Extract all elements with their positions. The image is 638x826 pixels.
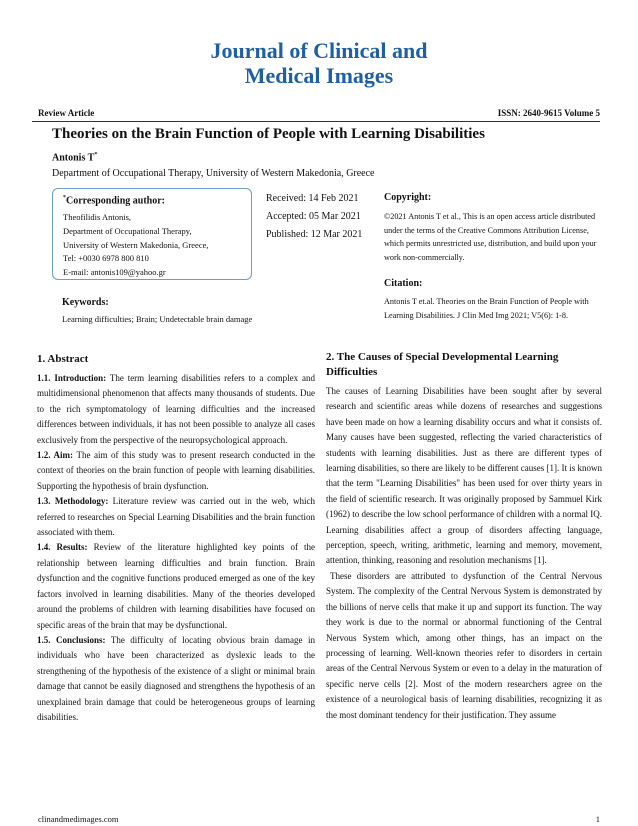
author-name: Antonis T xyxy=(52,152,95,164)
corresponding-heading-text: Corresponding author: xyxy=(66,195,165,207)
corresponding-phone: Tel: +0030 6978 800 810 xyxy=(63,253,149,264)
issn-volume: ISSN: 2640-9615 Volume 5 xyxy=(497,108,600,118)
header-divider xyxy=(32,121,600,122)
conclusions-label: 1.5. Conclusions: xyxy=(37,634,106,645)
methodology-text: Literature review was carried out in the web, which referred to researches on Special Learning Disabilities and the brain function associated with them. xyxy=(37,496,315,538)
author-mark: * xyxy=(94,152,98,158)
results-text: Review of the literature highlighted key points of the relationship between learning difficulties and brain function. Brain dysfunction and the cognitive functions produced emerged as one of the key factors involved in learning disabilities. Many of the theories developed around the problems of children with learning disabilities have focused on specific areas of the brain that may be dysfunctional. xyxy=(37,542,316,630)
introduction-label: 1.1. Introduction: xyxy=(37,373,107,383)
received-date: Received: 14 Feb 2021 xyxy=(266,193,359,204)
abstract-introduction xyxy=(37,371,315,448)
article-dates xyxy=(266,190,362,244)
abstract-heading: 1. Abstract xyxy=(37,353,89,365)
conclusions-text: The difficulty of locating obvious brain damage in individuals who have been characterized as dyslexic leads to the strengthening of the hypothesis of the existence of a slight or minimal brain damage that cannot be easily diagnosed and strengthens the hypothesis of an unexplained brain damage that could be heterogeneous groups of learning disabilities. xyxy=(37,634,315,722)
abstract-results xyxy=(37,540,315,632)
footer-site[interactable]: clinandmedimages.com xyxy=(38,814,119,824)
aim-text: The aim of this study was to present research conducted in the context of theories on the brain function of people with learning disabilities. Supporting the hypothesis of brain dysfunction. xyxy=(37,450,315,491)
abstract-aim xyxy=(37,448,315,494)
corresponding-mark: * xyxy=(63,195,66,201)
published-date: Published: 12 Mar 2021 xyxy=(266,229,363,240)
section2-paragraph-1: The causes of Learning Disabilities have been sought after by several research and scientific areas while dozens of researches and suggestions have been made on how a learning disability occurs and what it consists of. Many causes have been suggested, reflecting the varied characteristics of students with learning disabilities. Just as there are different types of learning disabilities, so there are likely to be different causes [1]. It is known that the term "Learning Disabilities" has been used for over thirty years in the field of scientific research. It was originally proposed by Sammuel Kirk (1962) to describe the low school performance of children with a normal IQ. Learning disabilities affect a group of disorders affecting language, perception, speech, writing, arithmetic, learning and memory, movement, attention, thinking, reasoning and resolution mechanisms [1]. xyxy=(326,386,603,566)
corresponding-author-details xyxy=(63,211,209,280)
corresponding-dept: Department of Occupational Therapy, xyxy=(63,225,192,236)
corresponding-name: Theofilidis Antonis, xyxy=(63,212,131,222)
corresponding-author-heading xyxy=(63,195,165,206)
author xyxy=(52,152,97,163)
keywords-heading: Keywords: xyxy=(62,297,109,308)
abstract-column xyxy=(37,352,315,725)
corresponding-university: University of Western Makedonia, Greece, xyxy=(63,239,209,250)
journal-title xyxy=(0,38,638,88)
introduction-text: The term learning disabilities refers to a complex and multidimensional phenomenon that affects many thousands of students. Due to the rich symptomatology of learning difficulties and the increased differences between individuals, it has not been possible to analyze all cases exclusively from the perspective of the neuropsychological approach. xyxy=(37,373,315,445)
article-title: Theories on the Brain Function of People with Learning Disabilities xyxy=(52,126,485,142)
corresponding-author-box xyxy=(52,188,252,280)
aim-label: 1.2. Aim: xyxy=(37,450,74,461)
abstract-conclusions xyxy=(37,633,315,725)
section2-heading: 2. The Causes of Special Developmental Learning Difficulties xyxy=(326,351,559,378)
section2-paragraph-2: These disorders are attributed to dysfunction of the Central Nervous System. The complexity of the Central Nervous System is demonstrated by the billions of nerve cells that make it up and support its function. The way they work is due to the normal or abnormal functioning of the Central Nervous System which, among other things, has an impact on the processing of learning. Well-known theories refer to disorders in certain areas of the Central Nervous System or even to a delay in the maturation of specific nerve cells [2]. Most of the modern researchers agree on the existence of a neurological basis of learning disabilities, recognizing it as the most dominant tendency for their justification. They assume xyxy=(326,570,602,720)
keywords-text: Learning difficulties; Brain; Undetectable brain damage xyxy=(62,314,253,324)
corresponding-email: E-mail: antonis109@yahoo.gr xyxy=(63,267,166,278)
methodology-label: 1.3. Methodology: xyxy=(37,496,109,507)
results-label: 1.4. Results: xyxy=(37,542,88,553)
citation-heading: Citation: xyxy=(384,278,423,289)
copyright-heading: Copyright: xyxy=(384,192,432,203)
citation-text: Antonis T et.al. Theories on the Brain Function of People with Learning Disabilities. J Clin Med Img 2021; V5(6): 1-8. xyxy=(384,297,589,320)
copyright-text: ©2021 Antonis T et al., This is an open access article distributed under the terms of the Creative Commons Attribution License, which permits unrestricted use, distribution, and build upon your work non-commercially. xyxy=(384,212,597,262)
journal-title-line1: Journal of Clinical and xyxy=(210,38,428,63)
article-type: Review Article xyxy=(38,108,95,118)
accepted-date: Accepted: 05 Mar 2021 xyxy=(266,211,361,222)
abstract-methodology xyxy=(37,494,315,540)
section2-column xyxy=(326,350,602,723)
affiliation: Department of Occupational Therapy, University of Western Makedonia, Greece xyxy=(52,168,375,179)
footer-page-number: 1 xyxy=(595,814,600,824)
journal-title-line2: Medical Images xyxy=(244,63,394,88)
